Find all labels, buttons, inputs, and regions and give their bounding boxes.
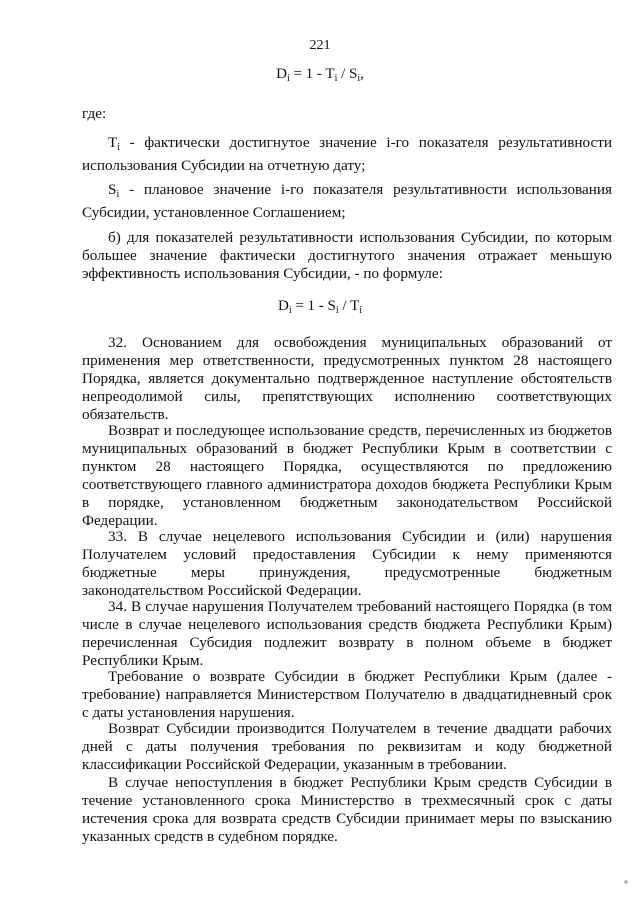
formula-2-rest: / T <box>338 298 360 314</box>
paragraph-demand: Требование о возврате Субсидии в бюджет Республики Крым (далее - требование) направляется Министерством Получателю в двадцатидневный срок с даты установления нарушения. <box>82 668 612 721</box>
definition-t-symbol-sub: i <box>117 142 121 153</box>
formula-2-mid-sub: i <box>335 305 339 316</box>
page-number: 221 <box>309 38 331 53</box>
paragraph-32: 32. Основанием для освобождения муниципальных образований от применения мер ответственности, предусмотренных пунктом 28 настоящего Порядка, является документально подтвержденное наступление обстоятельств непреодолимой силы, препятствующих исполнению соответствующих обязательств. <box>82 334 612 423</box>
where-label: где: <box>82 105 107 122</box>
definition-t <box>82 134 612 175</box>
paragraph-return-funds: Возврат и последующее использование средств, перечисленных из бюджетов муниципальных образований в бюджет Республики Крым в соответствии с пунктом 28 настоящего Порядка, осуществляются по предложению соответствующего главного администратора доходов бюджета Республики Крым в порядке, установленном бюджетным законодательством Российской Федерации. <box>82 422 612 529</box>
formula-1-lhs-sub: i <box>286 73 290 84</box>
scan-dot <box>624 880 628 884</box>
formula-1-tail: , <box>360 66 364 82</box>
definition-t-symbol: T <box>108 134 118 151</box>
formula-1-rest: / S <box>337 66 358 82</box>
definition-s-symbol: S <box>108 181 117 198</box>
paragraph-failure: В случае непоступления в бюджет Республики Крым средств Субсидии в течение установленного срока Министерство в трехмесячный срок с даты истечения срока для возврата средств Субсидии принимает меры по взысканию указанных средств в судебном порядке. <box>82 774 612 845</box>
paragraph-34: 34. В случае нарушения Получателем требований настоящего Порядка (в том числе в случае нецелевого использования средств бюджета Республики Крым) перечисленная Субсидия подлежит возврату в полном объеме в бюджет Республики Крым. <box>82 598 612 669</box>
formula-2-lhs: D <box>277 298 289 314</box>
definition-s <box>82 181 612 222</box>
paragraph-refund: Возврат Субсидии производится Получателем в течение двадцати рабочих дней с даты получения требования по реквизитам и коду бюджетной классификации Российской Федерации, указанным в требовании. <box>82 720 612 773</box>
paragraph-b: б) для показателей результативности использования Субсидии, по которым большее значение фактически достигнутого значения отражает меньшую эффективность использования Субсидии, - по формуле: <box>82 229 612 282</box>
formula-1-lhs: D <box>276 66 287 82</box>
formula-1-mid-sub: i <box>334 73 338 84</box>
formula-1-mid: = 1 - T <box>289 66 335 82</box>
formula-2-lhs-sub: i <box>288 305 292 316</box>
paragraph-33: 33. В случае нецелевого использования Субсидии и (или) нарушения Получателем условий предоставления Субсидии к нему применяются бюджетные меры принуждения, предусмотренные бюджетным законодательством Российской Федерации. <box>82 528 612 599</box>
formula-1 <box>0 66 640 84</box>
formula-2 <box>0 298 640 316</box>
definition-t-text: - фактически достигнутое значение i-го показателя результативности использования Субсидии на отчетную дату; <box>82 134 612 174</box>
formula-1-rest-sub: i <box>357 73 361 84</box>
definition-s-text: - плановое значение i-го показателя результативности использования Субсидии, установленное Соглашением; <box>82 181 612 221</box>
definition-s-symbol-sub: i <box>116 189 120 200</box>
formula-2-rest-sub: i <box>359 305 363 316</box>
formula-2-mid: = 1 - S <box>291 298 336 314</box>
